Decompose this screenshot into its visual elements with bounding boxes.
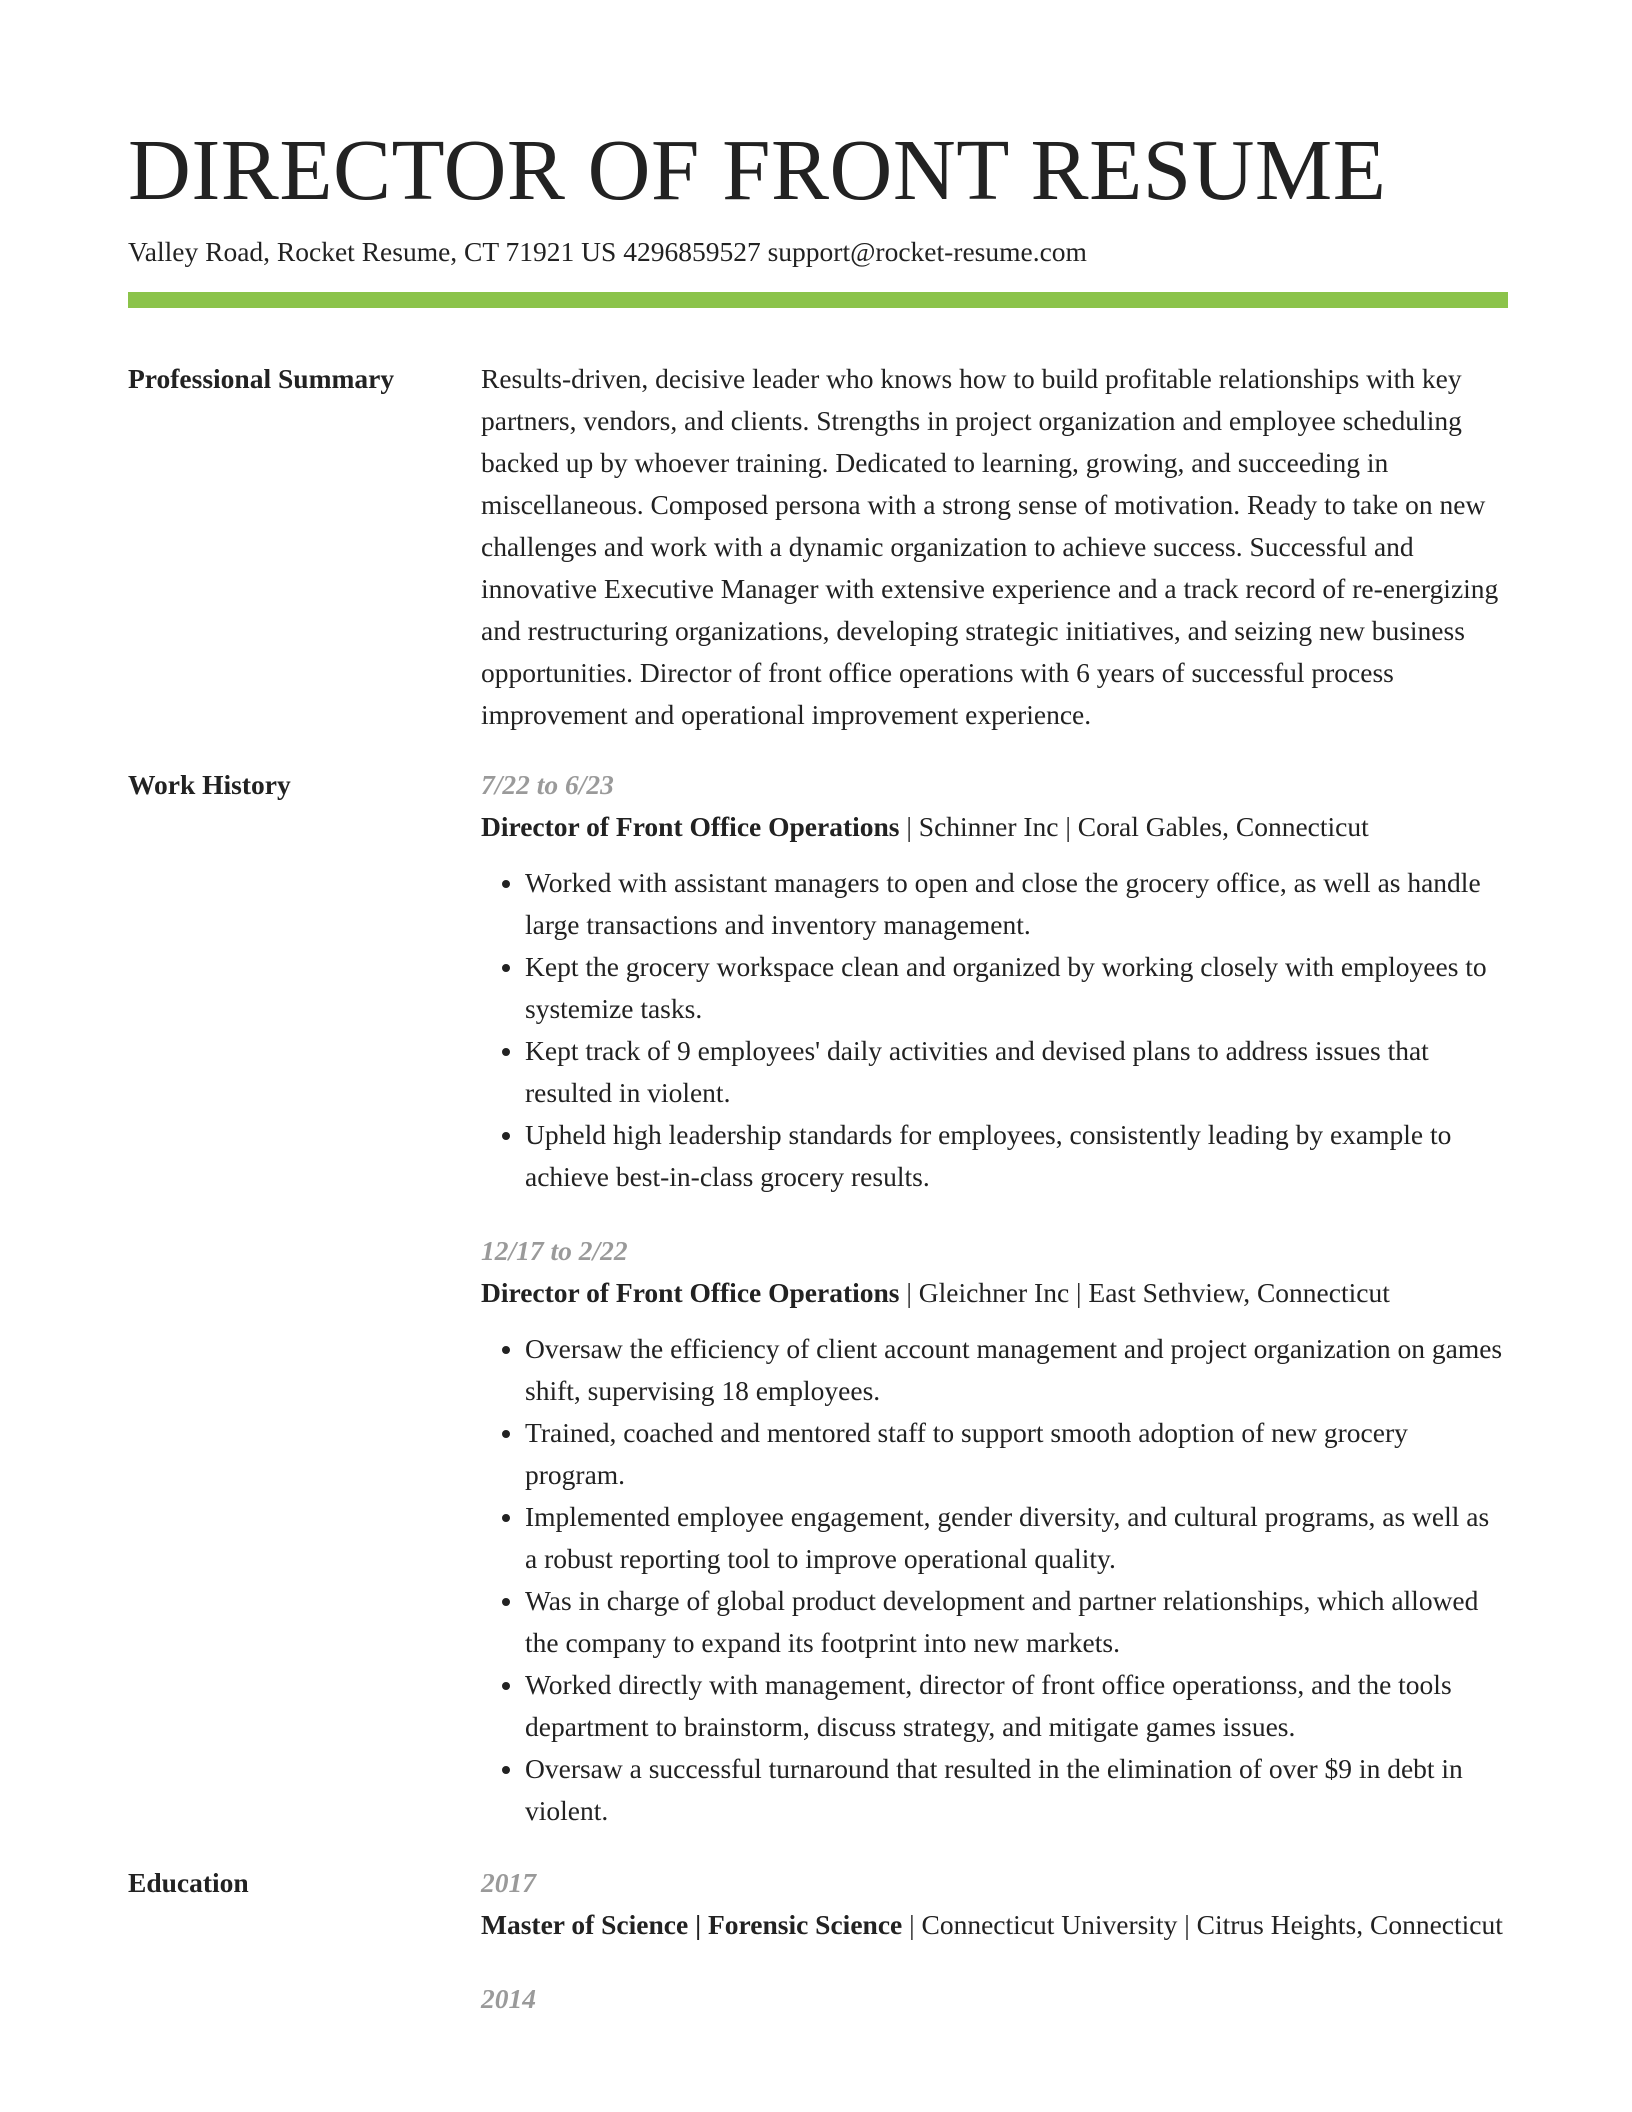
education-year: 2017: [481, 1867, 536, 1898]
job-bullets: [481, 862, 1508, 1198]
education-body: [481, 1862, 1508, 2020]
section-label-summary: Professional Summary: [128, 363, 395, 394]
job-bullet: • Worked directly with management, director of front office operationss, and the tools department to brainstorm, discuss strategy, and mitigate games issues.: [525, 1664, 1508, 1748]
work-history-body: [481, 764, 1508, 1832]
job-details: | Gleichner Inc | East Sethview, Connecticut: [899, 1277, 1390, 1308]
education-heading: [481, 1904, 1508, 1946]
education-entry: [481, 1862, 1508, 1946]
job-entry: [481, 1230, 1508, 1832]
job-bullet: • Oversaw the efficiency of client account management and project organization on games shift, supervising 18 employees.: [525, 1328, 1508, 1412]
job-bullets: [481, 1328, 1508, 1832]
education-degree: Master of Science | Forensic Science: [481, 1909, 903, 1940]
section-label-education: Education: [128, 1867, 249, 1898]
job-details: | Schinner Inc | Coral Gables, Connecticut: [899, 811, 1369, 842]
job-bullet: • Kept the grocery workspace clean and organized by working closely with employees to systemize tasks.: [525, 946, 1508, 1030]
job-heading: [481, 806, 1508, 848]
job-title: Director of Front Office Operations: [481, 811, 900, 842]
job-bullet: • Trained, coached and mentored staff to support smooth adoption of new grocery program.: [525, 1412, 1508, 1496]
job-heading: [481, 1272, 1508, 1314]
summary-text: Results-driven, decisive leader who knows how to build profitable relationships with key partners, vendors, and clients. Strengths in project organization and employee scheduling backed up by whoever training. Dedicated to learning, growing, and succeeding in miscellaneous. Composed persona with a strong sense of motivation. Ready to take on new challenges and work with a dynamic organization to achieve success. Successful and innovative Executive Manager with extensive experience and a track record of re-energizing and restructuring organizations, developing strategic initiatives, and seizing new business opportunities. Director of front office operations with 6 years of successful process improvement and operational improvement experience.: [481, 363, 1499, 730]
job-bullet: • Implemented employee engagement, gender diversity, and cultural programs, as well as a robust reporting tool to improve operational quality.: [525, 1496, 1508, 1580]
resume-title: DIRECTOR OF FRONT RESUME: [128, 121, 1387, 218]
job-bullet: • Was in charge of global product development and partner relationships, which allowed the company to expand its footprint into new markets.: [525, 1580, 1508, 1664]
job-dates: 7/22 to 6/23: [481, 769, 614, 800]
job-entry: [481, 764, 1508, 1198]
job-dates: 12/17 to 2/22: [481, 1235, 628, 1266]
job-bullet: • Kept track of 9 employees' daily activities and devised plans to address issues that resulted in violent.: [525, 1030, 1508, 1114]
contact-line: Valley Road, Rocket Resume, CT 71921 US 4296859527 support@rocket-resume.com: [128, 236, 1087, 267]
education-year: 2014: [481, 1983, 536, 2014]
accent-divider: [128, 292, 1508, 308]
job-bullet: • Oversaw a successful turnaround that resulted in the elimination of over $9 in debt in violent.: [525, 1748, 1508, 1832]
job-bullet: • Upheld high leadership standards for employees, consistently leading by example to achieve best-in-class grocery results.: [525, 1114, 1508, 1198]
summary-section: [128, 358, 1508, 736]
section-label-work-history: Work History: [128, 769, 291, 800]
education-section: [128, 1862, 1508, 2020]
work-history-section: [128, 764, 1508, 1832]
education-entry: [481, 1978, 1508, 2020]
resume-page: [128, 118, 1508, 2020]
job-title: Director of Front Office Operations: [481, 1277, 900, 1308]
education-details: | Connecticut University | Citrus Heights, Connecticut: [902, 1909, 1503, 1940]
job-bullet: • Worked with assistant managers to open and close the grocery office, as well as handle large transactions and inventory management.: [525, 862, 1508, 946]
